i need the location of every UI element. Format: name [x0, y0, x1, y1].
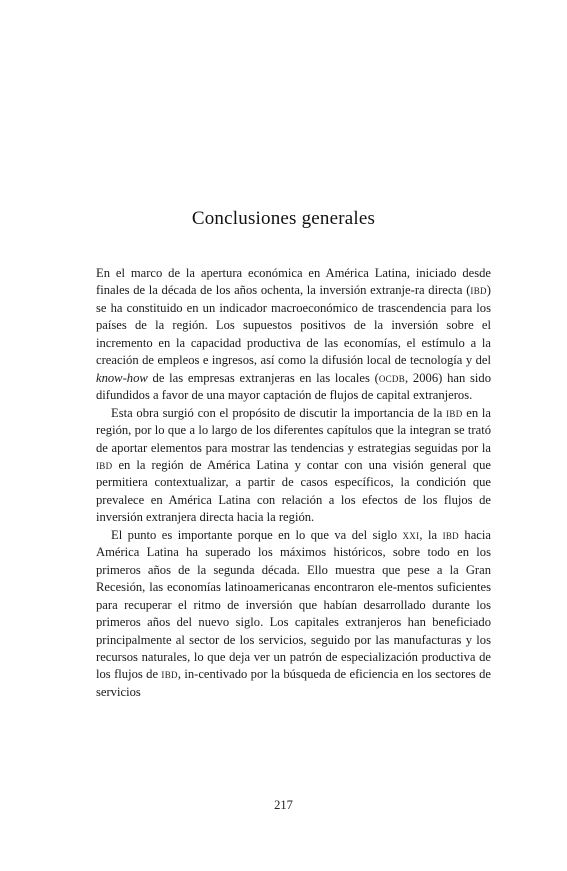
text-run: En el marco de la apertura económica en América Latina, iniciado desde finales de la década de los años ochenta, la inversión extranje-ra directa ( [96, 266, 491, 298]
paragraph [96, 405, 491, 527]
emphasis-text: know-how [96, 370, 148, 385]
text-run: El punto es importante porque en lo que va del siglo [111, 527, 403, 542]
page-number: 217 [274, 798, 293, 812]
abbreviation: xxi [402, 527, 420, 542]
text-run: , 2006) han sido difundidos a favor de una mayor captación de flujos de capital extranjeros. [96, 370, 491, 403]
text-run: en la región, por lo que a lo largo de los diferentes capítulos que la integran se trató de aportar elementos para mostrar las tendencias y estrategias seguidas por la [96, 405, 491, 455]
text-run: , la [419, 527, 443, 542]
text-run: hacia América Latina ha superado los máximos históricos, sobre todo en los primeros años de la segunda década. Ello muestra que pese a la Gran Recesión, las economías latinoamericanas encontraron ele-mentos suficientes para recuperar el ritmo de inversión que habían desarrollado durante los primeros años del nuevo siglo. Los capitales extranjeros han beneficiado principalmente al sector de los servicios, seguido por las manufacturas y los recursos naturales, lo que deja ver un patrón de especialización productiva de los flujos de [96, 527, 491, 682]
text-run: en la región de América Latina y contar con una visión general que permitiera contextualizar, a partir de casos específicos, la condición que prevalece en América Latina con relación a los efectos de los flujos de inversión extranjera directa hacia la región. [96, 457, 491, 525]
abbreviation: ibd [446, 405, 463, 420]
paragraph [96, 527, 491, 702]
abbreviation: ibd [442, 527, 459, 542]
paragraph [96, 265, 491, 405]
text-run: de las empresas extranjeras en las locales ( [147, 370, 379, 385]
text-run: , in-centivado por la búsqueda de eficiencia en los sectores de servicios [96, 667, 492, 699]
abbreviation: ibd [470, 283, 487, 298]
text-run: Esta obra surgió con el propósito de discutir la importancia de la [111, 405, 447, 420]
chapter-title: Conclusiones generales [191, 208, 376, 229]
abbreviation: ibd [161, 667, 178, 682]
abbreviation: ocdb [378, 370, 406, 385]
body-text [96, 265, 491, 701]
abbreviation: ibd [96, 457, 113, 472]
text-run: ) se ha constituido en un indicador macroeconómico de trascendencia para los países de la región. Los supuestos positivos de la inversión sobre el incremento en la capacidad productiva de las economías, el estímulo a la creación de empleos e ingresos, así como la difusión local de tecnología y del [96, 283, 491, 368]
